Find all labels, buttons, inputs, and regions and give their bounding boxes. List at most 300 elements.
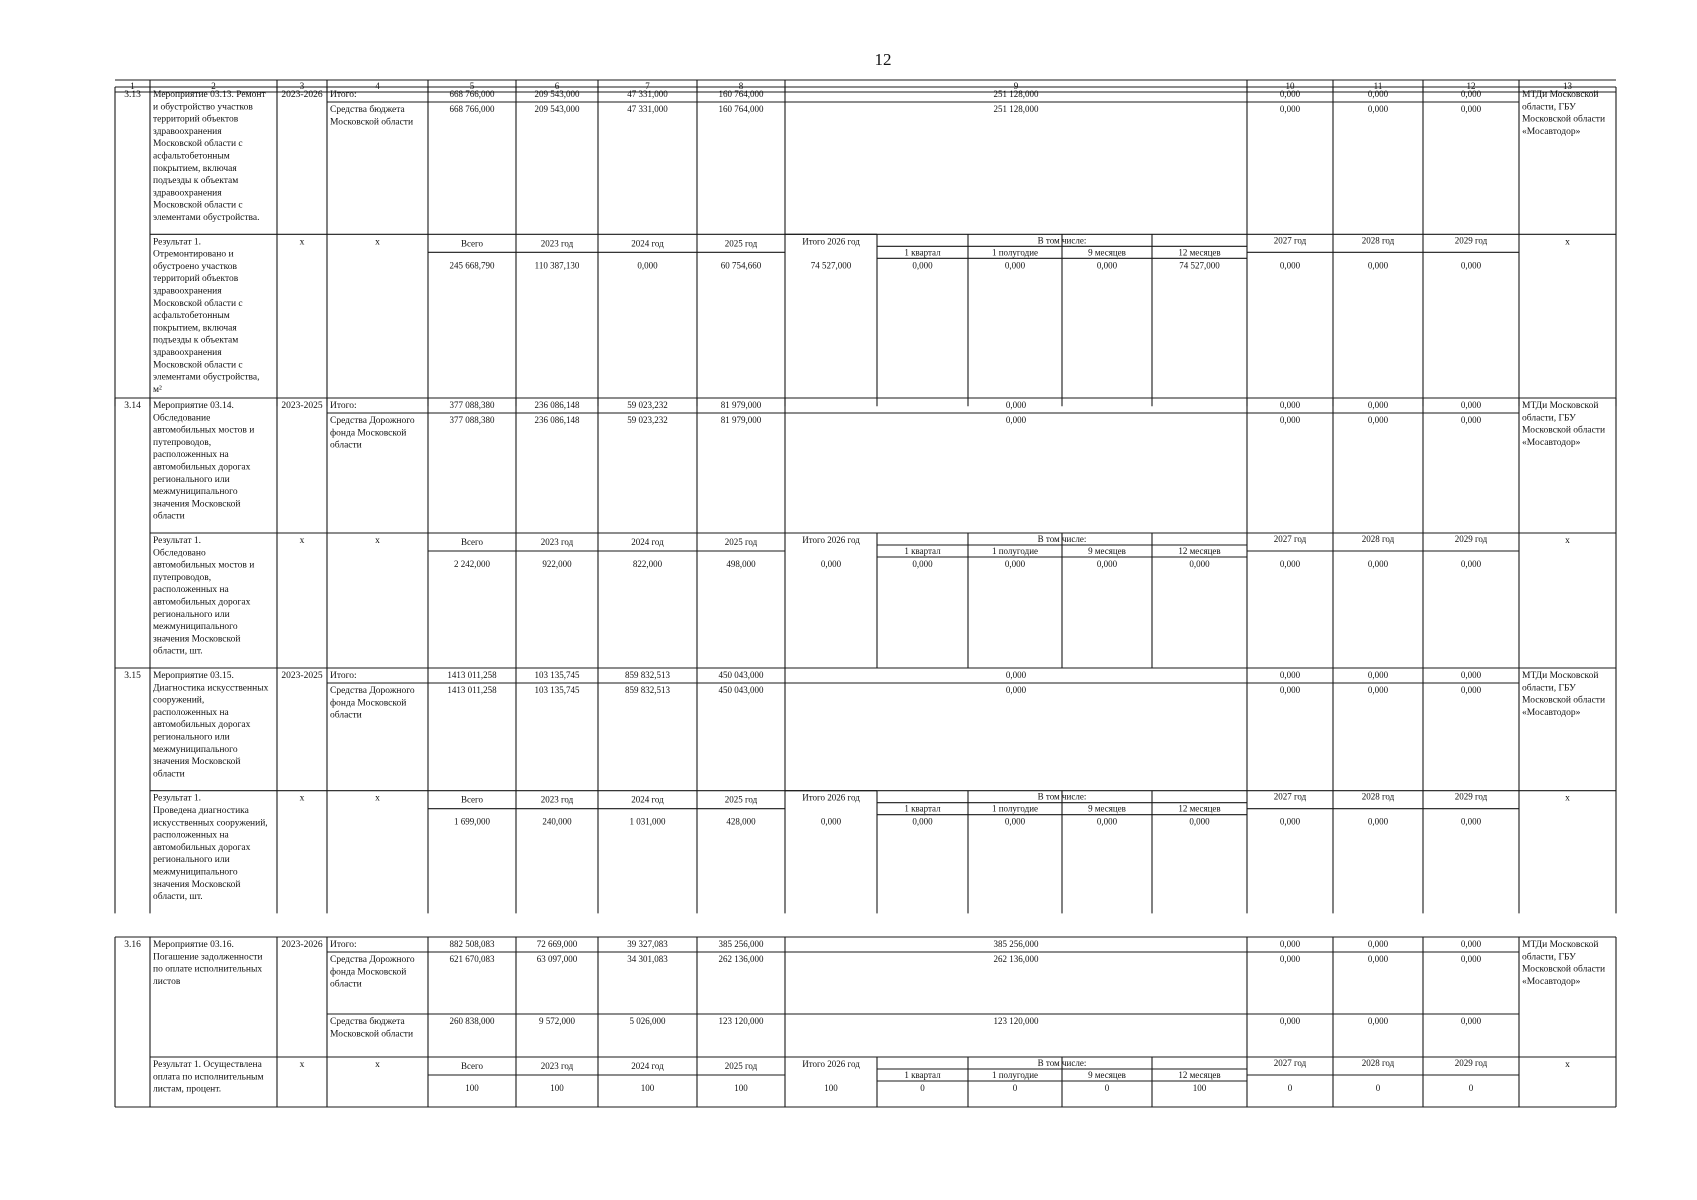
result-col-header: 2024 год [631, 794, 664, 805]
measure-name: Московской области с [153, 139, 243, 150]
result-col-header: 2023 год [540, 238, 574, 249]
result-sub-header: 1 полугодие [991, 546, 1039, 556]
funding-value-2026: 0,000 [1005, 415, 1027, 425]
measure-name: Мероприятие 03.16. [153, 940, 234, 950]
measure-name: Погашение задолженности [153, 952, 263, 963]
result-name: межмуниципального [153, 867, 238, 878]
result-col-header: 2023 год [540, 1061, 574, 1071]
result-col-header: Итого 2026 год [802, 792, 860, 803]
result-value: 0,000 [1460, 260, 1482, 271]
header-col-5: 5 [469, 81, 475, 91]
measure-name: по оплате исполнительных [153, 964, 263, 975]
result-value: 0,000 [1004, 816, 1026, 827]
funding-value: 0,000 [1367, 954, 1389, 964]
result-sub-header: 1 полугодие [991, 1070, 1039, 1080]
measure-name: здравоохранения [153, 126, 222, 137]
result-col-header: 2023 год [540, 794, 574, 805]
measure-name: межмуниципального [153, 744, 238, 755]
result-x: x [1565, 1060, 1570, 1070]
result-x: x [1565, 237, 1570, 248]
result-col-header: В том числе: [1037, 791, 1087, 802]
executor: «Мосавтодор» [1522, 707, 1581, 718]
executor: области, ГБУ [1522, 952, 1576, 963]
funding-value: 123 120,000 [718, 1016, 764, 1026]
funding-value: 0,000 [1367, 685, 1389, 695]
result-x: x [299, 1060, 305, 1070]
funding-value: 0,000 [1367, 415, 1389, 425]
funding-value: 0,000 [1367, 400, 1389, 410]
result-col-header: Всего [460, 1061, 484, 1071]
funding-value: 377 088,380 [449, 415, 495, 425]
funding-value: 209 543,000 [534, 104, 580, 114]
result-value: 428,000 [726, 816, 756, 827]
result-value: 100 [465, 1083, 479, 1093]
result-x: x [299, 536, 305, 546]
period: 2023-2026 [281, 940, 323, 950]
result-sub-header: 1 квартал [904, 803, 941, 814]
measure-name: Мероприятие 03.13. Ремонт [153, 90, 266, 100]
funding-value: 0,000 [1279, 89, 1301, 99]
funding-value: 859 832,513 [625, 685, 670, 695]
executor: области, ГБУ [1522, 413, 1576, 424]
funding-source: Средства Дорожного [330, 686, 415, 696]
funding-value: 236 086,148 [534, 400, 580, 410]
result-col-header: В том числе: [1037, 235, 1087, 246]
result-value: 0 [1375, 1083, 1381, 1093]
funding-value: 59 023,232 [627, 400, 668, 410]
executor: МТДи Московской [1522, 90, 1599, 100]
funding-value: 0,000 [1460, 939, 1482, 949]
funding-value: 0,000 [1367, 104, 1389, 114]
result-col-header: 2027 год [1273, 534, 1307, 544]
result-col-header: 2028 год [1361, 1058, 1395, 1068]
result-name: Результат 1. [153, 536, 201, 546]
funding-source-total: Итого: [330, 401, 357, 411]
funding-value: 0,000 [1279, 104, 1301, 114]
funding-value: 450 043,000 [718, 685, 764, 695]
funding-value: 0,000 [1460, 685, 1482, 695]
result-value: 0 [920, 1083, 925, 1093]
measure-name: Обследование [153, 413, 211, 424]
result-value: 0,000 [912, 559, 933, 569]
result-sub-header: 9 месяцев [1088, 803, 1126, 814]
funding-value: 0,000 [1460, 1016, 1482, 1026]
measure-name: Диагностика искусственных [153, 683, 269, 694]
result-sub-header: 1 квартал [904, 1070, 941, 1080]
header-col-10: 10 [1285, 81, 1295, 91]
result-x: x [375, 237, 380, 248]
funding-source-total: Итого: [330, 90, 357, 100]
funding-value-2026: 0,000 [1005, 400, 1027, 410]
executor: «Мосавтодор» [1522, 976, 1581, 987]
result-value: 0 [1468, 1083, 1474, 1093]
funding-value: 63 097,000 [536, 954, 578, 964]
funding-value: 859 832,513 [625, 670, 670, 680]
result-value: 110 387,130 [534, 260, 580, 271]
funding-value: 377 088,380 [449, 400, 495, 410]
result-col-header: Итого 2026 год [802, 1059, 860, 1069]
funding-value: 0,000 [1367, 939, 1389, 949]
funding-source: фонда Московской [330, 428, 407, 439]
result-sub-header: 1 полугодие [991, 803, 1039, 814]
result-col-header: 2028 год [1361, 235, 1395, 246]
result-name: значения Московской [153, 879, 241, 890]
result-col-header: 2029 год [1454, 791, 1488, 802]
funding-value: 0,000 [1279, 939, 1301, 949]
result-name: асфальтобетонным [153, 311, 230, 322]
result-name: регионального или [153, 609, 230, 620]
measure-name: Мероприятие 03.15. [153, 671, 234, 681]
executor: МТДи Московской [1522, 401, 1599, 411]
funding-source: области [330, 979, 362, 990]
result-col-header: 2028 год [1361, 534, 1395, 544]
funding-value: 59 023,232 [627, 415, 668, 425]
result-sub-header: 1 полугодие [991, 247, 1039, 258]
funding-value: 0,000 [1279, 1016, 1301, 1026]
result-value: 0,000 [1189, 816, 1210, 827]
measure-name: значения Московской [153, 757, 241, 768]
funding-value: 47 331,000 [627, 89, 668, 99]
result-sub-header: 12 месяцев [1178, 247, 1221, 258]
result-value: 822,000 [632, 559, 663, 569]
measure-name: расположенных на [153, 450, 229, 461]
period: 2023-2026 [281, 90, 323, 100]
result-col-header: 2029 год [1454, 235, 1488, 246]
result-name: области, шт. [153, 892, 203, 903]
funding-value: 81 979,000 [720, 400, 762, 410]
funding-value: 450 043,000 [718, 670, 764, 680]
funding-value-2026: 385 256,000 [993, 939, 1039, 949]
executor: Московской области [1522, 425, 1606, 436]
funding-value: 0,000 [1367, 670, 1389, 680]
header-col-9: 9 [1013, 81, 1019, 91]
result-name: Обследовано [153, 548, 206, 559]
result-value: 0,000 [1279, 559, 1301, 569]
result-value: 0,000 [820, 816, 842, 827]
funding-source: области [330, 440, 362, 451]
result-col-header: 2025 год [724, 537, 758, 547]
funding-source-total: Итого: [330, 671, 357, 681]
result-value: 0,000 [637, 260, 658, 271]
executor: МТДи Московской [1522, 940, 1599, 950]
result-name: подъезды к объектам [153, 335, 239, 346]
result-col-header: 2029 год [1454, 1058, 1488, 1068]
header-col-4: 4 [375, 81, 380, 91]
result-col-header: Всего [460, 238, 484, 249]
funding-value: 9 572,000 [539, 1016, 575, 1026]
funding-value: 236 086,148 [534, 415, 580, 425]
measure-name: межмуниципального [153, 487, 238, 498]
result-value: 0,000 [1096, 559, 1118, 569]
funding-value: 0,000 [1460, 89, 1482, 99]
result-value: 0,000 [1096, 816, 1118, 827]
header-col-2: 2 [211, 81, 216, 91]
result-col-header: 2027 год [1273, 791, 1307, 802]
result-value: 240,000 [542, 816, 572, 827]
funding-value: 0,000 [1279, 954, 1301, 964]
result-name: расположенных на [153, 830, 229, 841]
result-name: здравоохранения [153, 286, 222, 297]
result-value: 0 [1104, 1083, 1110, 1093]
result-value: 0 [1012, 1083, 1018, 1093]
funding-value: 160 764,000 [718, 89, 764, 99]
result-col-header: 2029 год [1454, 534, 1488, 544]
result-name: автомобильных дорогах [153, 842, 251, 853]
funding-value: 668 766,000 [449, 89, 495, 99]
executor: Московской области [1522, 695, 1606, 706]
result-sub-header: 12 месяцев [1178, 803, 1221, 814]
header-col-13: 13 [1563, 81, 1572, 91]
measure-name: путепроводов, [153, 437, 212, 448]
result-sub-header: 9 месяцев [1088, 546, 1126, 556]
measure-name: значения Московской [153, 499, 241, 510]
executor: области, ГБУ [1522, 683, 1576, 694]
result-name: Московской области с [153, 360, 243, 371]
funding-source: фонда Московской [330, 698, 407, 709]
funding-value: 0,000 [1367, 1016, 1389, 1026]
funding-value: 621 670,083 [449, 954, 495, 964]
result-name: здравоохранения [153, 348, 222, 358]
result-name: оплата по исполнительным [153, 1072, 264, 1083]
funding-value: 0,000 [1460, 670, 1482, 680]
funding-value: 0,000 [1460, 400, 1482, 410]
result-name: Московской области с [153, 298, 243, 309]
executor: области, ГБУ [1522, 102, 1576, 113]
section-number: 3.13 [124, 90, 141, 100]
result-name: Проведена диагностика [153, 806, 249, 816]
result-name: м² [153, 384, 162, 395]
header-col-12: 12 [1466, 81, 1476, 91]
result-col-header: 2024 год [631, 238, 664, 249]
funding-value: 0,000 [1367, 89, 1389, 99]
measure-name: расположенных на [153, 707, 229, 718]
funding-source: области [330, 710, 362, 721]
measure-name: покрытием, включая [153, 163, 237, 174]
result-col-header: 2024 год [631, 537, 664, 547]
funding-value: 34 301,083 [627, 954, 668, 964]
funding-value: 39 327,083 [627, 939, 668, 949]
result-name: обустроено участков [153, 261, 237, 272]
funding-value: 81 979,000 [720, 415, 762, 425]
result-value: 100 [1192, 1083, 1207, 1093]
result-name: области, шт. [153, 646, 203, 657]
section-number: 3.15 [124, 671, 141, 681]
measure-name: элементами обустройства. [153, 213, 260, 223]
table-grid [115, 80, 1616, 1107]
header-col-11: 11 [1373, 81, 1383, 91]
result-value: 2 242,000 [454, 559, 490, 569]
result-col-header: 2023 год [540, 537, 574, 547]
result-name: расположенных на [153, 585, 229, 596]
result-col-header: 2024 год [631, 1061, 664, 1071]
result-col-header: Всего [460, 794, 484, 805]
result-value: 60 754,660 [720, 260, 762, 271]
measure-name: автомобильных мостов и [153, 425, 255, 436]
measure-name: автомобильных дорогах [153, 720, 251, 731]
result-sub-header: 1 квартал [904, 247, 941, 258]
header-col-3: 3 [299, 81, 305, 91]
funding-value: 160 764,000 [718, 104, 764, 114]
result-value: 0,000 [1367, 559, 1389, 569]
funding-value: 0,000 [1279, 685, 1301, 695]
funding-source: Московской области [330, 117, 414, 128]
result-col-header: 2027 год [1273, 235, 1307, 246]
result-value: 0 [1287, 1083, 1293, 1093]
result-col-header: В том числе: [1037, 1058, 1087, 1068]
funding-source: Средства Дорожного [330, 416, 415, 426]
funding-value-2026: 251 128,000 [993, 89, 1039, 99]
result-value: 1 031,000 [629, 816, 666, 827]
result-value: 0,000 [912, 816, 933, 827]
funding-value: 0,000 [1279, 415, 1301, 425]
result-value: 0,000 [1189, 559, 1210, 569]
measure-name: асфальтобетонным [153, 151, 230, 162]
result-name: регионального или [153, 855, 230, 866]
result-name: листам, процент. [153, 1084, 222, 1095]
funding-value-2026: 262 136,000 [993, 954, 1039, 964]
funding-value-2026: 123 120,000 [993, 1016, 1039, 1026]
measure-name: подъезды к объектам [153, 176, 239, 187]
result-value: 0,000 [1096, 260, 1118, 271]
measure-name: регионального или [153, 732, 230, 743]
result-value: 0,000 [1367, 260, 1389, 271]
funding-value: 47 331,000 [627, 104, 668, 114]
result-name: путепроводов, [153, 572, 212, 583]
measure-name: области [153, 511, 185, 522]
result-value: 100 [550, 1083, 564, 1093]
funding-value: 668 766,000 [449, 104, 495, 114]
result-value: 100 [640, 1083, 655, 1093]
result-x: x [1565, 536, 1570, 546]
funding-value: 262 136,000 [718, 954, 764, 964]
result-sub-header: 12 месяцев [1178, 1070, 1221, 1080]
measure-name: здравоохранения [153, 188, 222, 199]
result-name: Результат 1. Осуществлена [153, 1060, 262, 1070]
funding-value: 72 669,000 [536, 939, 578, 949]
funding-value: 0,000 [1279, 670, 1301, 680]
result-name: межмуниципального [153, 622, 238, 633]
funding-value: 0,000 [1460, 104, 1482, 114]
result-name: автомобильных мостов и [153, 560, 255, 571]
executor: Московской области [1522, 114, 1606, 125]
result-sub-header: 9 месяцев [1088, 247, 1126, 258]
result-x: x [299, 237, 305, 248]
result-value: 0,000 [1004, 559, 1026, 569]
section-number: 3.16 [124, 940, 141, 950]
result-name: Результат 1. [153, 793, 201, 804]
funding-value-2026: 251 128,000 [993, 104, 1039, 114]
funding-value: 0,000 [1460, 415, 1482, 425]
result-value: 74 527,000 [1179, 260, 1220, 271]
result-name: Отремонтировано и [153, 249, 234, 260]
executor: МТДи Московской [1522, 671, 1599, 681]
funding-value: 103 135,745 [534, 670, 580, 680]
executor: Московской области [1522, 964, 1606, 975]
executor: «Мосавтодор» [1522, 437, 1581, 448]
funding-source-total: Итого: [330, 940, 357, 950]
funding-value: 5 026,000 [629, 1016, 666, 1026]
funding-value-2026: 0,000 [1005, 670, 1027, 680]
funding-value: 385 256,000 [718, 939, 764, 949]
period: 2023-2025 [281, 671, 323, 681]
header-col-8: 8 [738, 81, 744, 91]
measure-name: области [153, 769, 185, 780]
table-text [124, 50, 1605, 1095]
result-value: 922,000 [542, 559, 572, 569]
result-name: искусственных сооружений, [153, 818, 268, 829]
measure-name: листов [153, 976, 181, 987]
funding-source: Московской области [330, 1029, 414, 1040]
measure-name: сооружений, [153, 695, 205, 706]
result-value: 0,000 [1367, 816, 1389, 827]
result-name: покрытием, включая [153, 323, 237, 334]
funding-value: 0,000 [1460, 954, 1482, 964]
result-value: 0,000 [1460, 559, 1482, 569]
result-value: 498,000 [726, 559, 756, 569]
funding-value: 209 543,000 [534, 89, 580, 99]
result-col-header: Итого 2026 год [802, 535, 860, 545]
result-value: 0,000 [912, 260, 933, 271]
result-value: 100 [734, 1083, 748, 1093]
measure-name: Московской области с [153, 200, 243, 211]
result-x: x [375, 793, 380, 804]
executor: «Мосавтодор» [1522, 126, 1581, 137]
header-col-7: 7 [645, 81, 650, 91]
result-col-header: Итого 2026 год [802, 236, 860, 247]
result-col-header: 2028 год [1361, 791, 1395, 802]
result-value: 0,000 [820, 559, 842, 569]
measure-name: регионального или [153, 474, 230, 485]
result-name: элементами обустройства, [153, 372, 260, 383]
funding-source: Средства бюджета [330, 1017, 405, 1027]
funding-source: Средства бюджета [330, 105, 405, 115]
result-name: автомобильных дорогах [153, 597, 251, 608]
header-col-1: 1 [130, 81, 135, 91]
result-x: x [299, 793, 305, 804]
result-col-header: 2025 год [724, 238, 758, 249]
result-x: x [1565, 793, 1570, 804]
result-value: 245 668,790 [449, 260, 495, 271]
funding-value: 1413 011,258 [447, 670, 497, 680]
result-name: значения Московской [153, 634, 241, 645]
funding-value: 260 838,000 [449, 1016, 495, 1026]
result-value: 0,000 [1279, 816, 1301, 827]
result-value: 0,000 [1460, 816, 1482, 827]
page-number: 12 [874, 50, 892, 69]
result-name: Результат 1. [153, 237, 201, 248]
result-col-header: 2027 год [1273, 1058, 1307, 1068]
result-name: территорий объектов [153, 274, 239, 285]
funding-value-2026: 0,000 [1005, 685, 1027, 695]
measure-name: автомобильных дорогах [153, 462, 251, 473]
funding-value: 0,000 [1279, 400, 1301, 410]
result-sub-header: 12 месяцев [1178, 546, 1221, 556]
measure-name: Мероприятие 03.14. [153, 401, 234, 411]
measure-name: территорий объектов [153, 114, 239, 125]
result-col-header: В том числе: [1037, 534, 1087, 544]
result-x: x [375, 1060, 380, 1070]
result-value: 0,000 [1004, 260, 1026, 271]
result-value: 0,000 [1279, 260, 1301, 271]
header-col-6: 6 [554, 81, 560, 91]
result-sub-header: 1 квартал [904, 546, 941, 556]
result-sub-header: 9 месяцев [1088, 1070, 1126, 1080]
funding-source: Средства Дорожного [330, 955, 415, 965]
result-value: 100 [824, 1083, 838, 1093]
period: 2023-2025 [281, 401, 323, 411]
result-col-header: 2025 год [724, 794, 758, 805]
result-x: x [375, 536, 380, 546]
